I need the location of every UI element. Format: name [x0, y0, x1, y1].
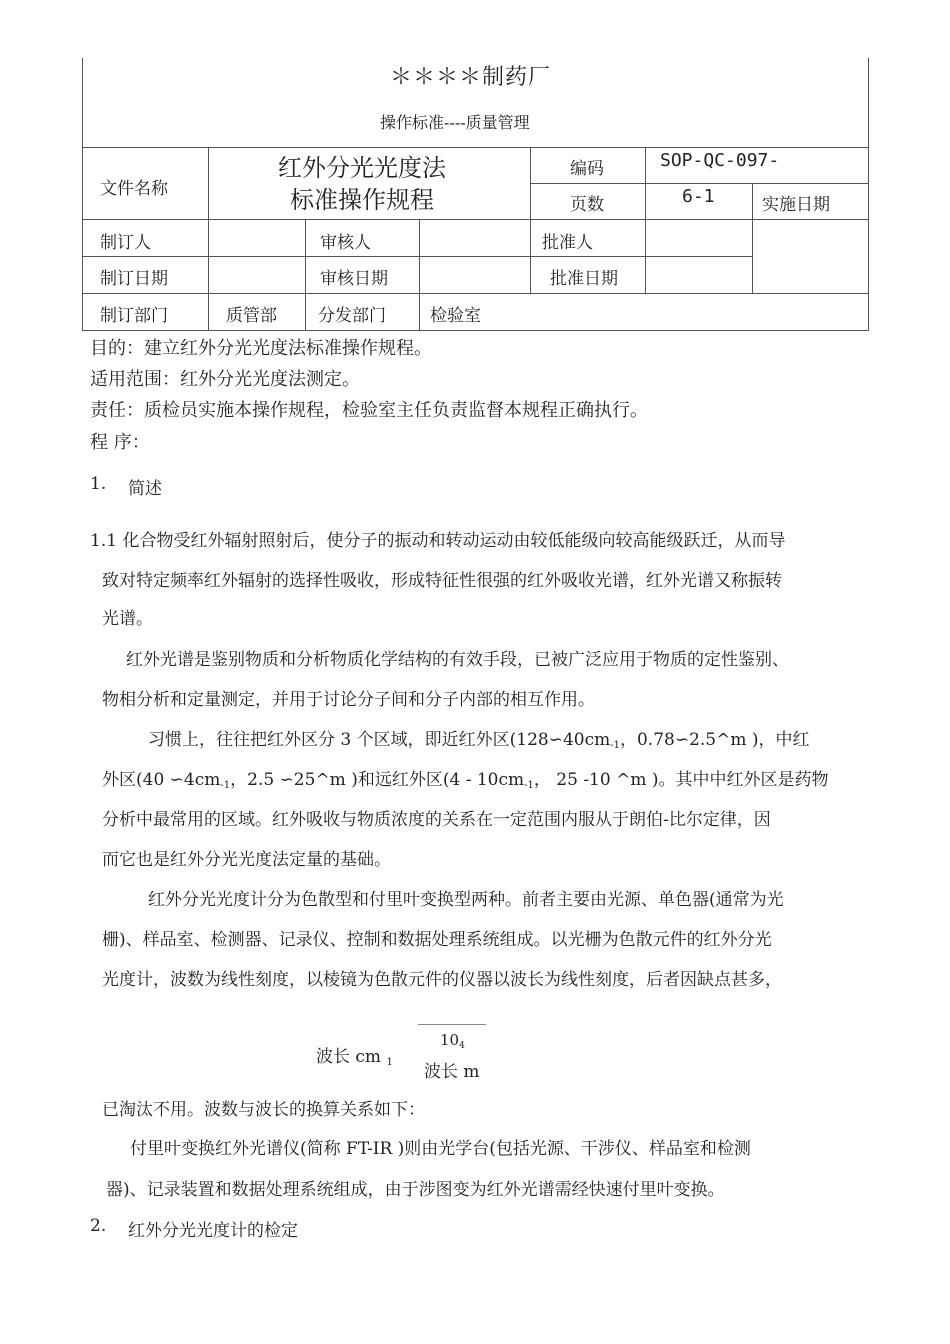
dist-value: 检验室 [430, 306, 481, 326]
para-6-line1: 付里叶变换红外光谱仪(简称 FT-IR )则由光学台(包括光源、干涉仪、样品室和检测 [130, 1139, 751, 1159]
author-label: 制订人 [100, 233, 151, 253]
reviewer-label: 审核人 [320, 233, 371, 253]
formula-left-exponent: 1 [386, 1057, 393, 1068]
pages-value: 6-1 [682, 186, 715, 207]
para-3-line2-a: 外区(40 ∽4cm [102, 770, 221, 790]
row-line-5 [82, 330, 869, 331]
formula-numerator [440, 1031, 465, 1049]
row-line-3 [82, 256, 752, 257]
col-line-f [305, 219, 306, 330]
unit-exponent: -1 [610, 740, 620, 751]
code-value: SOP-QC-097- [660, 150, 780, 171]
row-line-4 [82, 293, 869, 294]
col-line-b [530, 147, 531, 220]
para-3-line4: 而它也是红外分光光度法定量的基础。 [102, 850, 391, 870]
formula-num-exponent: 4 [459, 1041, 465, 1051]
formula-left-text: 波长 cm [316, 1047, 382, 1067]
col-line-e [208, 219, 209, 330]
row-line-2 [82, 219, 869, 220]
purpose-line: 目的：建立红外分光光度法标准操作规程。 [90, 338, 432, 359]
frame-left-line [82, 58, 83, 330]
doc-name-line1: 红外分光光度法 [278, 154, 446, 182]
section1-number: 1. [90, 474, 107, 494]
frame-right-line [868, 58, 869, 330]
fraction-bar [418, 1024, 486, 1025]
author-date-label: 制订日期 [100, 269, 168, 289]
para-1-1-line3: 光谱。 [102, 609, 153, 629]
col-line-j [752, 219, 753, 294]
effective-date-label: 实施日期 [762, 195, 830, 215]
approver-label: 批准人 [542, 233, 593, 253]
para-1-1-line1: 1.1 化合物受红外辐射照射后，使分子的振动和转动运动由较低能级向较高能级跃迁，从而导 [90, 531, 786, 551]
para-3-line1-a: 习惯上，往往把红外区分 3 个区域，即近红外区(128∽40cm [148, 730, 611, 750]
responsibility-line: 责任：质检员实施本操作规程，检验室主任负责监督本规程正确执行。 [90, 400, 648, 421]
para-2-line1: 红外光谱是鉴别物质和分析物质化学结构的有效手段，已被广泛应用于物质的定性鉴别、 [126, 650, 789, 670]
col-line-a [208, 147, 209, 220]
doc-name-line2: 标准操作规程 [290, 186, 434, 214]
para-1-1-line2: 致对特定频率红外辐射的选择性吸收，形成特征性很强的红外吸收光谱，红外光谱又称振转 [102, 571, 782, 591]
para-4-line2: 栅)、样品室、检测器、记录仪、控制和数据处理系统组成。以光栅为色散元件的红外分光 [102, 930, 772, 950]
section1-title: 简述 [128, 479, 162, 499]
formula-left [316, 1042, 393, 1067]
pages-label: 页数 [570, 195, 604, 215]
row-line-1 [82, 147, 869, 148]
para-2-line2: 物相分析和定量测定，并用于讨论分子间和分子内部的相互作用。 [102, 690, 595, 710]
unit-exponent: -1 [220, 780, 231, 791]
approve-date-label: 批准日期 [550, 269, 618, 289]
col-line-h [530, 219, 531, 294]
dept-value: 质管部 [226, 306, 277, 326]
code-label: 编码 [570, 159, 604, 179]
review-date-label: 审核日期 [320, 269, 388, 289]
row-line-2a [530, 183, 869, 184]
unit-exponent: -1 [524, 780, 534, 791]
formula-num-text: 10 [440, 1031, 460, 1049]
dist-label: 分发部门 [318, 306, 386, 326]
para-3-line3: 分析中最常用的区域。红外吸收与物质浓度的关系在一定范围内服从于朗伯-比尔定律，因 [102, 810, 771, 830]
scope-line: 适用范围：红外分光光度法测定。 [90, 369, 360, 390]
para-3-line1-b: ，0.78∽2.5^m )，中红 [619, 730, 810, 750]
col-line-i [645, 219, 646, 294]
section2-title: 红外分光光度计的检定 [128, 1221, 298, 1241]
para-4-line1: 红外分光光度计分为色散型和付里叶变换型两种。前者主要由光源、单色器(通常为光 [148, 890, 784, 910]
dept-label: 制订部门 [100, 306, 168, 326]
col-line-g [419, 219, 420, 330]
col-line-c [645, 147, 646, 220]
formula-denominator: 波长 m [424, 1062, 480, 1082]
para-3-line1 [148, 725, 810, 750]
factory-title: ＊＊＊＊制药厂 [390, 65, 552, 90]
para-3-line2 [102, 765, 829, 790]
col-line-d [752, 183, 753, 220]
header-subtitle: 操作标准----质量管理 [380, 113, 530, 132]
para-4-line3: 光度计，波数为线性刻度，以棱镜为色散元件的仪器以波长为线性刻度，后者因缺点甚多， [102, 970, 782, 990]
para-3-line2-b: ，2.5 ∽25^m )和远红外区(4 - 10cm [230, 770, 525, 790]
section2-number: 2. [90, 1216, 107, 1236]
para-6-line2: 器)、记录装置和数据处理系统组成，由于涉图变为红外光谱需经快速付里叶变换。 [106, 1180, 725, 1200]
para-5-line1: 已淘汰不用。波数与波长的换算关系如下： [102, 1100, 425, 1120]
para-3-line2-c: ， 25 -10 ^m )。其中中红外区是药物 [533, 770, 829, 790]
procedure-line: 程 序： [90, 432, 150, 453]
doc-name-label: 文件名称 [100, 179, 168, 199]
